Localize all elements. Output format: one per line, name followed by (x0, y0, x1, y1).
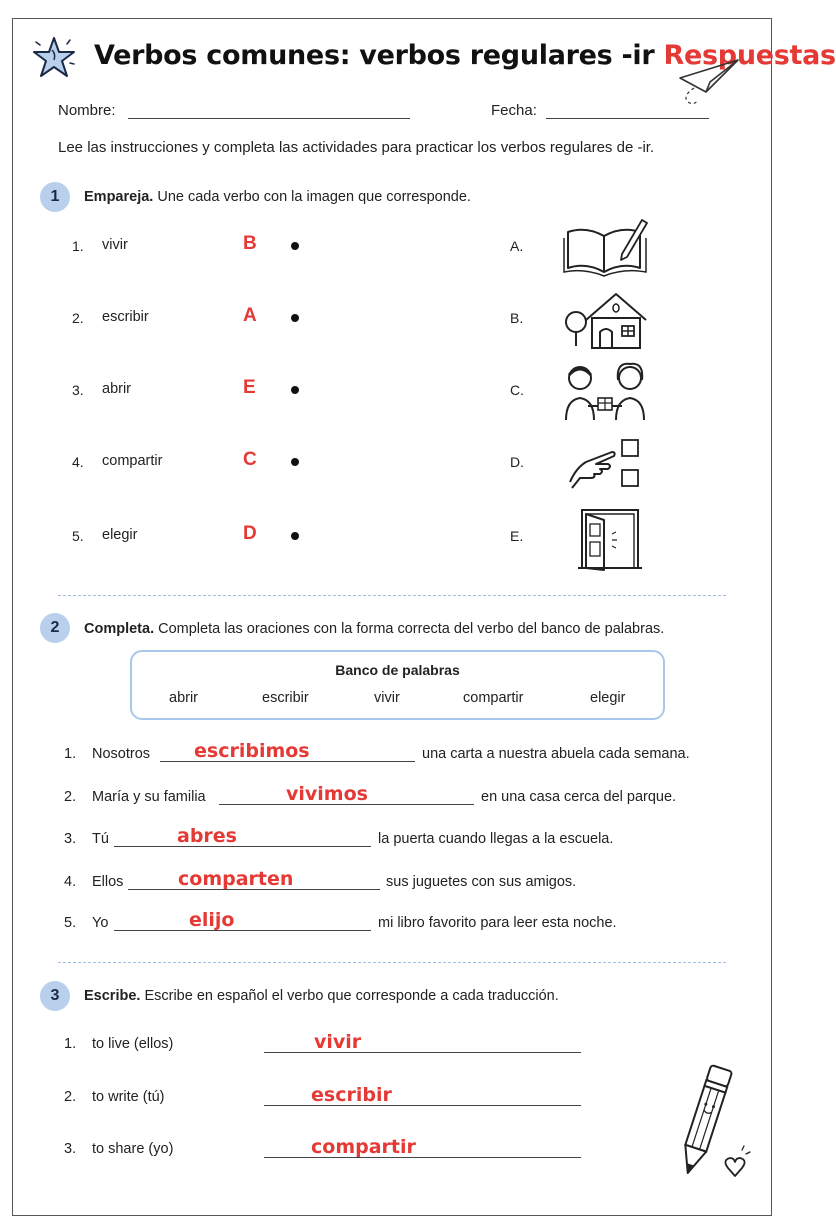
bank-word: elegir (590, 690, 626, 706)
bank-word: abrir (169, 690, 199, 706)
section-2-badge: 2 (40, 613, 70, 643)
answer-text: escribimos (194, 740, 310, 762)
section-divider (58, 595, 726, 596)
section-3-heading (84, 988, 559, 1004)
sentence-row (0, 740, 784, 770)
match-dot[interactable] (291, 314, 299, 322)
sentence-end: una carta a nuestra abuela cada semana. (422, 746, 690, 762)
kids-sharing-gift-icon (560, 358, 650, 424)
match-answer[interactable]: C (243, 449, 257, 470)
english-prompt: to live (ellos) (92, 1036, 174, 1052)
word-bank-title: Banco de palabras (335, 662, 460, 678)
picture-letter: D. (510, 454, 524, 470)
translation-row (0, 1131, 784, 1171)
section-1-label: Empareja. (84, 189, 154, 205)
paper-plane-icon (676, 56, 742, 106)
verb: abrir (102, 381, 132, 397)
section-2-label: Completa. (84, 621, 155, 637)
english-prompt: to write (tú) (92, 1089, 165, 1105)
section-3-instructions: Escribe en español el verbo que corresponde a cada traducción. (144, 988, 559, 1004)
title-main: Verbos comunes: verbos regulares -ir (94, 40, 655, 71)
bank-word: compartir (463, 690, 524, 706)
item-number: 4. (64, 874, 77, 890)
sentence-end: mi libro favorito para leer esta noche. (378, 915, 617, 931)
open-book-pencil-icon (560, 214, 650, 280)
star-icon (30, 34, 78, 82)
match-answer[interactable]: D (243, 523, 257, 544)
sentence-start: Nosotros (92, 746, 151, 762)
section-1-instructions: Une cada verbo con la imagen que corresponde. (157, 189, 471, 205)
house-tree-icon (560, 286, 650, 352)
bank-word: vivir (374, 690, 400, 706)
section-1-heading (84, 189, 471, 205)
sentence-start: Ellos (92, 874, 124, 890)
item-number: 2. (64, 1089, 77, 1105)
match-answer[interactable]: A (243, 305, 257, 326)
section-1-badge: 1 (40, 182, 70, 212)
item-number: 4. (72, 454, 84, 470)
hand-checkbox-icon (560, 430, 650, 496)
name-field[interactable] (128, 118, 410, 119)
answer-text: compartir (311, 1136, 416, 1158)
picture-letter: B. (510, 310, 524, 326)
answer-text: vivimos (286, 783, 368, 805)
verb: elegir (102, 527, 138, 543)
section-2-instructions: Completa las oraciones con la forma correcta del verbo del banco de palabras. (158, 621, 665, 637)
match-dot[interactable] (291, 532, 299, 540)
translation-row (0, 1026, 784, 1066)
translation-row (0, 1079, 784, 1119)
answer-text: vivir (314, 1031, 362, 1053)
instructions: Lee las instrucciones y completa las actividades para practicar los verbos regulares de -ir. (58, 139, 655, 156)
name-label: Nombre: (58, 102, 116, 119)
match-row (0, 428, 784, 498)
picture-letter: C. (510, 382, 524, 398)
sentence-row (0, 783, 784, 813)
item-number: 1. (64, 1036, 77, 1052)
answer-blank[interactable] (114, 846, 371, 847)
item-number: 1. (64, 746, 77, 762)
open-door-icon (560, 504, 650, 570)
answer-text: abres (177, 825, 237, 847)
item-number: 1. (72, 238, 84, 254)
sentence-row (0, 825, 784, 855)
match-answer[interactable]: E (243, 377, 256, 398)
answer-text: elijo (189, 909, 235, 931)
sentence-start: Tú (92, 831, 109, 847)
verb: vivir (102, 237, 128, 253)
match-dot[interactable] (291, 242, 299, 250)
sentence-start: Yo (92, 915, 109, 931)
picture-letter: E. (510, 528, 524, 544)
english-prompt: to share (yo) (92, 1141, 174, 1157)
match-row (0, 356, 784, 426)
bank-word: escribir (262, 690, 309, 706)
item-number: 3. (64, 831, 77, 847)
picture-letter: A. (510, 238, 524, 254)
item-number: 3. (64, 1141, 77, 1157)
match-dot[interactable] (291, 458, 299, 466)
match-row (0, 212, 784, 282)
answer-text: comparten (178, 868, 294, 890)
match-answer[interactable]: B (243, 233, 257, 254)
match-row (0, 284, 784, 354)
answer-blank[interactable] (114, 930, 371, 931)
section-2-heading (84, 621, 664, 637)
verb: compartir (102, 453, 163, 469)
item-number: 2. (64, 789, 77, 805)
verb: escribir (102, 309, 149, 325)
item-number: 3. (72, 382, 84, 398)
word-bank (130, 650, 665, 720)
section-divider (58, 962, 726, 963)
match-dot[interactable] (291, 386, 299, 394)
sentence-row (0, 868, 784, 898)
sentence-end: sus juguetes con sus amigos. (386, 874, 577, 890)
answer-text: escribir (311, 1084, 392, 1106)
match-row (0, 502, 784, 572)
sentence-start: María y su familia (92, 789, 206, 805)
date-label: Fecha: (491, 102, 537, 119)
item-number: 5. (72, 528, 84, 544)
answer-blank[interactable] (264, 1052, 581, 1053)
sentence-end: en una casa cerca del parque. (481, 789, 677, 805)
section-3-label: Escribe. (84, 988, 141, 1004)
title-answers: Respuestas (663, 40, 836, 71)
date-field[interactable] (546, 118, 709, 119)
sentence-end: la puerta cuando llegas a la escuela. (378, 831, 614, 847)
item-number: 5. (64, 915, 77, 931)
header (0, 0, 836, 90)
pencil-heart-icon (676, 1060, 756, 1192)
section-3-badge: 3 (40, 981, 70, 1011)
item-number: 2. (72, 310, 84, 326)
sentence-row (0, 909, 784, 939)
